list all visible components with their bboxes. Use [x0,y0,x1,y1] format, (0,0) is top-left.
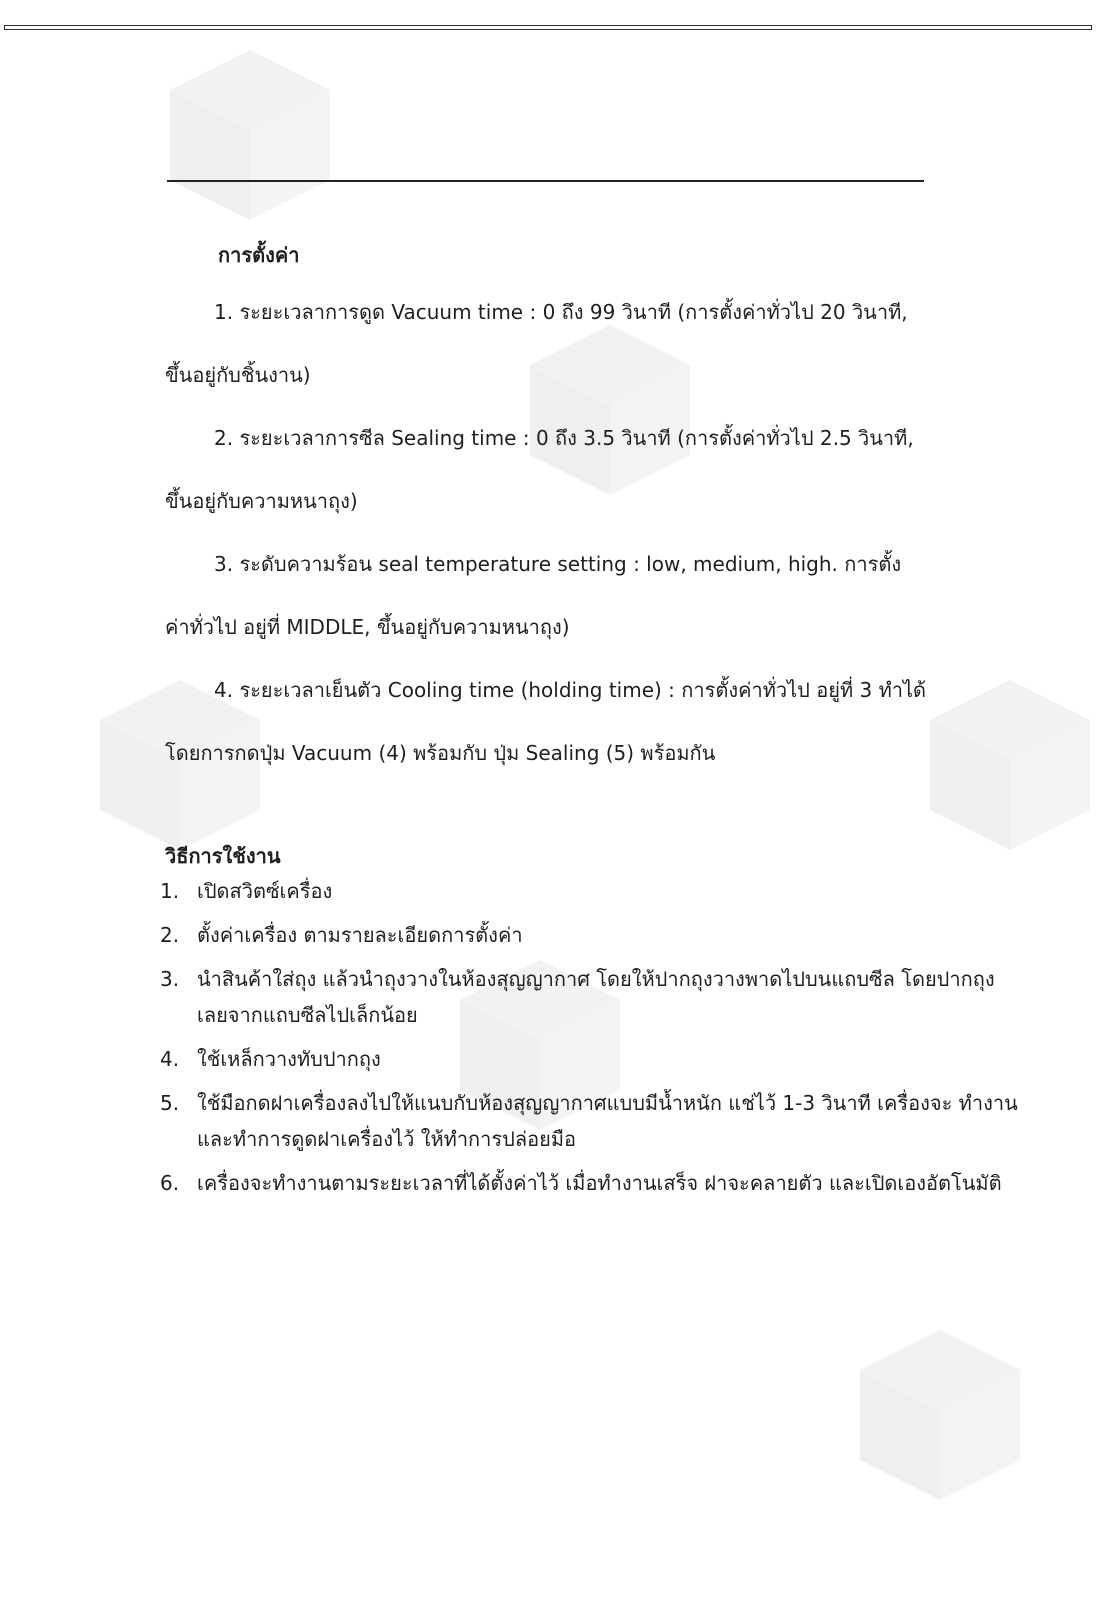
watermark-logo [150,30,370,230]
list-item [160,961,1020,1033]
step-text: ใช้เหล็กวางทับปากถุง [197,1047,381,1071]
step-text: ใช้มือกดฝาเครื่องลงไปให้แนบกับห้องสุญญากาศแบบมีน้ำหนัก แช่ไว้ 1-3 วินาที เครื่องจะ ทำงานและทำการดูดฝาเครื่องไว้ ให้ทำการปล่อยมือ [197,1091,1018,1151]
box-logo-icon [150,30,370,230]
usage-heading: วิธีการใช้งาน [165,844,281,868]
step-number: 3. [160,967,180,991]
setting-item-1: 1. ระยะเวลาการดูด Vacuum time : 0 ถึง 99 วินาที (การตั้งค่าทั่วไป 20 วินาที, [214,300,908,324]
list-item [160,873,1020,909]
list-item [160,1165,1020,1201]
setting-item-2: 2. ระยะเวลาการซีล Sealing time : 0 ถึง 3.5 วินาที (การตั้งค่าทั่วไป 2.5 วินาที, [214,426,914,450]
list-item [160,1085,1020,1157]
step-number: 2. [160,923,180,947]
watermark-logo [510,305,730,505]
settings-heading: การตั้งค่า [218,243,300,267]
step-text: เปิดสวิตซ์เครื่อง [197,879,333,903]
watermark-logo [840,1310,1060,1510]
list-item [160,917,1020,953]
step-number: 1. [160,879,180,903]
setting-item-2-cont: ขึ้นอยู่กับความหนาถุง) [165,489,358,513]
box-logo-icon [840,1310,1060,1510]
setting-item-1-cont: ขึ้นอยู่กับชิ้นงาน) [165,363,311,387]
setting-item-3: 3. ระดับความร้อน seal temperature setting : low, medium, high. การตั้ง [214,552,902,576]
box-logo-icon [910,660,1119,860]
setting-item-4-cont: โดยการกดปุ่ม Vacuum (4) พร้อมกับ ปุ่ม Sealing (5) พร้อมกัน [165,741,716,765]
box-logo-icon [510,305,730,505]
step-text: ตั้งค่าเครื่อง ตามรายละเอียดการตั้งค่า [197,923,523,947]
usage-steps-list [160,873,1020,1209]
step-text: นำสินค้าใส่ถุง แล้วนำถุงวางในห้องสุญญากาศ โดยให้ปากถุงวางพาดไปบนแถบซีล โดยปากถุง เลยจากแถบซีลไปเล็กน้อย [197,967,995,1027]
page-top-border [4,25,1092,30]
step-number: 5. [160,1091,180,1115]
step-number: 4. [160,1047,180,1071]
setting-item-4: 4. ระยะเวลาเย็นตัว Cooling time (holding time) : การตั้งค่าทั่วไป อยู่ที่ 3 ทำได้ [214,678,927,702]
step-number: 6. [160,1171,180,1195]
watermark-logo [910,660,1119,860]
step-text: เครื่องจะทำงานตามระยะเวลาที่ได้ตั้งค่าไว้ เมื่อทำงานเสร็จ ฝาจะคลายตัว และเปิดเองอัตโนมัติ [197,1171,1002,1195]
list-item [160,1041,1020,1077]
header-rule [167,180,924,182]
setting-item-3-cont: ค่าทั่วไป อยู่ที่ MIDDLE, ขึ้นอยู่กับความหนาถุง) [165,615,570,639]
